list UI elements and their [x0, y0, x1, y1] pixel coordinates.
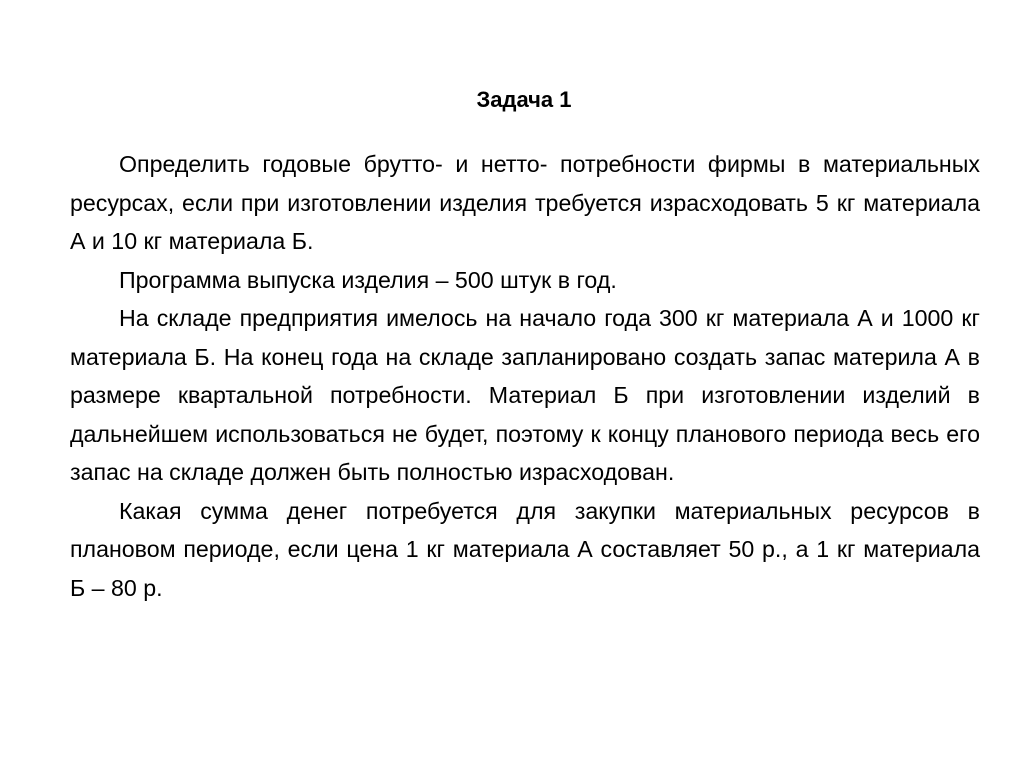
- task-title: Задача 1: [476, 87, 572, 112]
- paragraph-task-statement: Определить годовые брутто- и нетто- потребности фирмы в материальных ресурсах, если при изготовлении изделия требуется израсходовать 5 кг материала А и 10 кг материала Б.: [70, 151, 980, 254]
- paragraph-production-program: Программа выпуска изделия – 500 штук в год.: [119, 266, 617, 293]
- paragraph-warehouse-stock: На складе предприятия имелось на начало года 300 кг материала А и 1000 кг материала Б. На конец года на складе запланировано создать запас материла А в размере квартальной потребности. Материал Б при изготовлении изделий в дальнейшем использоваться не будет, поэтому к концу планового периода весь его запас на складе должен быть полностью израсходован.: [70, 305, 980, 485]
- task-body: [70, 145, 980, 607]
- paragraph-purchase-question: Какая сумма денег потребуется для закупки материальных ресурсов в плановом периоде, если цена 1 кг материала А составляет 50 р., а 1 кг материала Б – 80 р.: [70, 497, 980, 601]
